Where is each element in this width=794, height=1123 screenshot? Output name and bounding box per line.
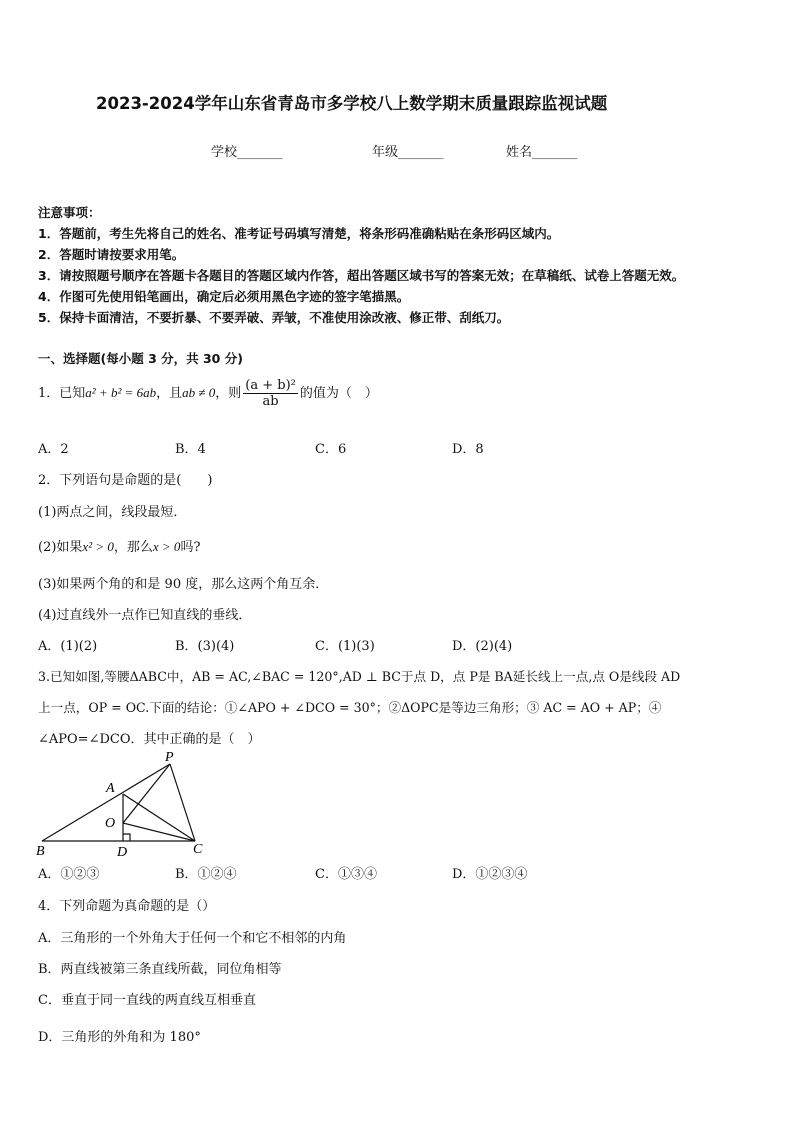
page-title: 2023-2024学年山东省青岛市多学校八上数学期末质量跟踪监视试题 xyxy=(96,94,608,113)
q2-statement-1: (1)两点之间，线段最短． xyxy=(38,505,187,520)
question-2: 2．下列语句是命题的是( ) xyxy=(38,473,213,488)
label-b: B xyxy=(36,844,45,859)
q2-option-c: C．(1)(3) xyxy=(315,639,375,654)
label-o: O xyxy=(105,816,116,831)
question-3-line-1: 3.已知如图,等腰ΔABC中，AB = AC,∠BAC = 120°,AD ⊥ BC于点 D，点 P是 BA延长线上一点,点 O是线段 AD xyxy=(38,669,681,684)
q1-equation: a² + b² = 6ab xyxy=(85,385,157,400)
label-p: P xyxy=(165,750,174,765)
q2-option-b: B．(3)(4) xyxy=(175,639,235,654)
question-3-line-3: ∠APO=∠DCO．其中正确的是（ ） xyxy=(38,732,261,747)
notice-item: 4．作图可先使用铅笔画出，确定后必须用黑色字迹的签字笔描黑。 xyxy=(38,289,410,304)
question-3-line-2: 上一点，OP = OC.下面的结论：①∠APO + ∠DCO = 30°；②ΔOPC是等边三角形；③ AC = AO + AP；④ xyxy=(38,700,662,715)
q2-option-a: A．(1)(2) xyxy=(38,639,98,654)
q4-option-d: D．三角形的外角和为 180° xyxy=(38,1030,201,1045)
question-4: 4．下列命题为真命题的是（） xyxy=(38,899,216,914)
q1-option-c: C．6 xyxy=(315,442,347,457)
notice-heading: 注意事项： xyxy=(38,205,101,220)
q3-option-b: B．①②④ xyxy=(175,867,237,882)
q1-fraction: $\frac{\text{(a + b)²}}{ab}$ xyxy=(245,378,296,409)
segment-pc xyxy=(170,764,195,841)
label-c: C xyxy=(193,842,203,857)
q1-condition: ab ≠ 0 xyxy=(182,385,216,400)
segment-ac xyxy=(123,794,195,841)
notice-item: 2．答题时请按要求用笔。 xyxy=(38,247,185,262)
q1-option-b: B．4 xyxy=(175,442,206,457)
question-1: 1．已知a² + b² = 6ab，且ab ≠ 0，则 $\frac{\text{(a + b)²}}{ab}$ 的值为（ ） xyxy=(38,378,378,409)
label-a: A xyxy=(106,781,115,796)
q4-option-a: A．三角形的一个外角大于任何一个和它不相邻的内角 xyxy=(38,931,347,946)
grade-field: 年级_______ xyxy=(372,145,444,160)
notice-item: 5．保持卡面清洁，不要折暴、不要弄破、弄皱，不准使用涂改液、修正带、刮纸刀。 xyxy=(38,310,510,325)
q3-option-d: D．①②③④ xyxy=(452,867,528,882)
q3-option-a: A．①②③ xyxy=(38,867,100,882)
q2-statement-2: (2)如果x² > 0，那么x > 0吗? xyxy=(38,539,201,555)
name-field: 姓名_______ xyxy=(506,145,578,160)
notice-item: 3．请按照题号顺序在答题卡各题目的答题区域内作答，超出答题区域书写的答案无效；在草稿纸、试卷上答题无效。 xyxy=(38,268,685,283)
q4-option-c: C．垂直于同一直线的两直线互相垂直 xyxy=(38,993,256,1008)
segment-op xyxy=(123,764,170,823)
q2-statement-4: (4)过直线外一点作已知直线的垂线． xyxy=(38,608,252,623)
q1-option-a: A．2 xyxy=(38,442,69,457)
q3-option-c: C．①③④ xyxy=(315,867,377,882)
q4-option-b: B．两直线被第三条直线所截，同位角相等 xyxy=(38,962,282,977)
section-heading: 一、选择题(每小题 3 分，共 30 分) xyxy=(38,351,243,366)
notice-item: 1．答题前，考生先将自己的姓名、准考证号码填写清楚，将条形码准确粘贴在条形码区域内。 xyxy=(38,226,560,241)
q1-option-d: D．8 xyxy=(452,442,484,457)
q2-option-d: D．(2)(4) xyxy=(452,639,513,654)
right-angle-mark xyxy=(123,834,130,841)
school-field: 学校_______ xyxy=(211,145,283,160)
triangle-figure xyxy=(30,748,220,860)
q2-statement-3: (3)如果两个角的和是 90 度，那么这两个角互余． xyxy=(38,577,329,592)
label-d: D xyxy=(117,845,128,860)
segment-oc xyxy=(123,823,195,841)
